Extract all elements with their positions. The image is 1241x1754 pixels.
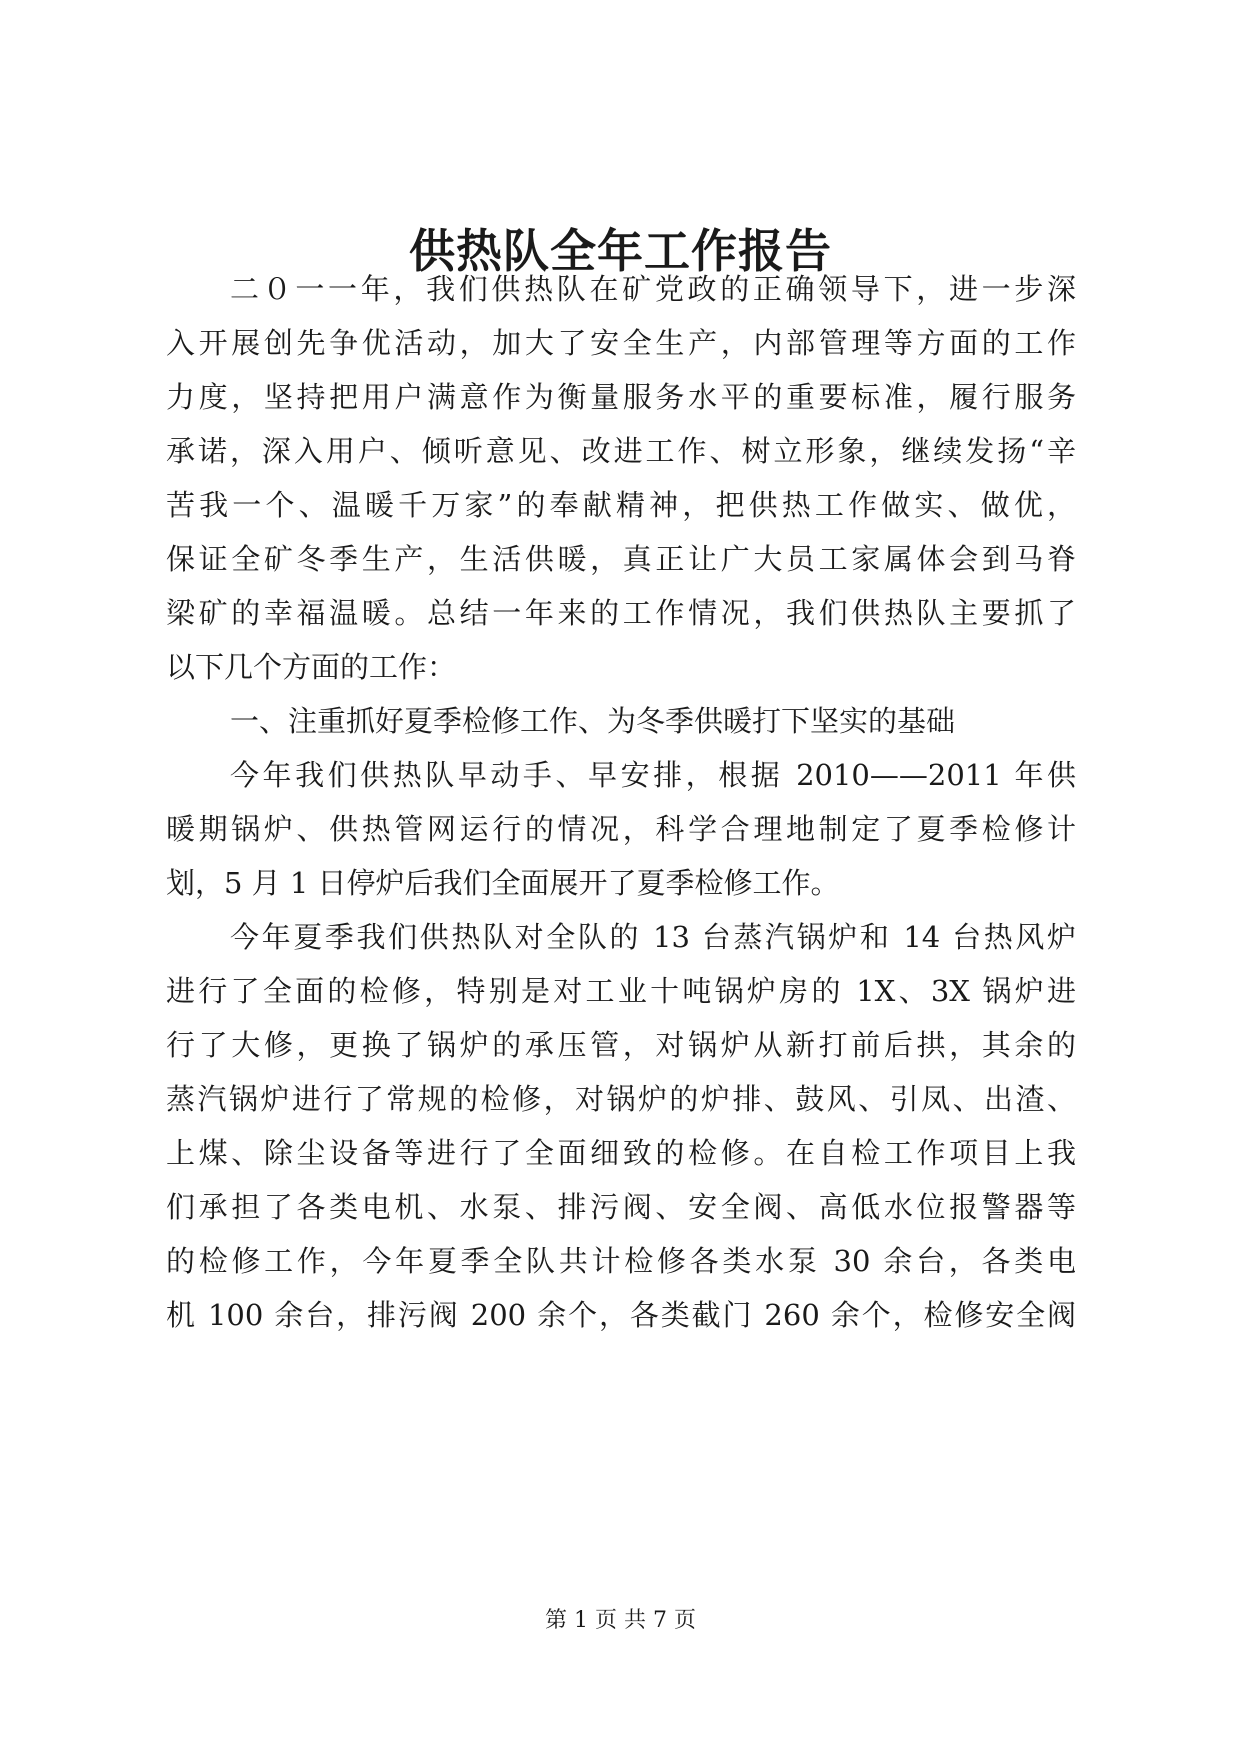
body-line: 暖期锅炉、供热管网运行的情况，科学合理地制定了夏季检修计 bbox=[166, 812, 1076, 846]
body-line: 划，5 月 1 日停炉后我们全面展开了夏季检修工作。 bbox=[166, 866, 840, 900]
body-line: 进行了全面的检修，特别是对工业十吨锅炉房的 1X、3X 锅炉进 bbox=[166, 974, 1076, 1008]
body-line: 保证全矿冬季生产，生活供暖，真正让广大员工家属体会到马脊 bbox=[166, 542, 1076, 576]
document-title: 供热队全年工作报告 bbox=[409, 224, 832, 278]
body-line: 行了大修，更换了锅炉的承压管，对锅炉从新打前后拱，其余的 bbox=[166, 1028, 1076, 1062]
page-footer: 第 1 页 共 7 页 bbox=[545, 1608, 696, 1633]
body-line: 蒸汽锅炉进行了常规的检修，对锅炉的炉排、鼓风、引凤、出渣、 bbox=[166, 1082, 1076, 1116]
body-line: 们承担了各类电机、水泵、排污阀、安全阀、高低水位报警器等 bbox=[166, 1190, 1076, 1224]
body-line: 苦我一个、温暖千万家”的奉献精神，把供热工作做实、做优， bbox=[166, 488, 1076, 522]
body-line: 梁矿的幸福温暖。总结一年来的工作情况，我们供热队主要抓了 bbox=[166, 596, 1076, 630]
body-line: 上煤、除尘设备等进行了全面细致的检修。在自检工作项目上我 bbox=[166, 1136, 1076, 1170]
body-line: 机 100 余台，排污阀 200 余个，各类截门 260 余个，检修安全阀 bbox=[166, 1298, 1076, 1332]
body-line: 承诺，深入用户、倾听意见、改进工作、树立形象，继续发扬“辛 bbox=[166, 434, 1076, 468]
body-line: 以下几个方面的工作： bbox=[166, 650, 457, 684]
body-line: 入开展创先争优活动，加大了安全生产，内部管理等方面的工作 bbox=[166, 326, 1076, 360]
body-line: 力度，坚持把用户满意作为衡量服务水平的重要标准，履行服务 bbox=[166, 380, 1076, 414]
body-line: 的检修工作，今年夏季全队共计检修各类水泵 30 余台，各类电 bbox=[166, 1244, 1076, 1278]
body-line: 今年夏季我们供热队对全队的 13 台蒸汽锅炉和 14 台热风炉 bbox=[230, 920, 1076, 954]
body-line: 今年我们供热队早动手、早安排，根据 2010——2011 年供 bbox=[230, 758, 1076, 792]
section-heading: 一、注重抓好夏季检修工作、为冬季供暖打下坚实的基础 bbox=[230, 704, 956, 738]
body-line: 二０一一年，我们供热队在矿党政的正确领导下，进一步深 bbox=[230, 272, 1076, 306]
